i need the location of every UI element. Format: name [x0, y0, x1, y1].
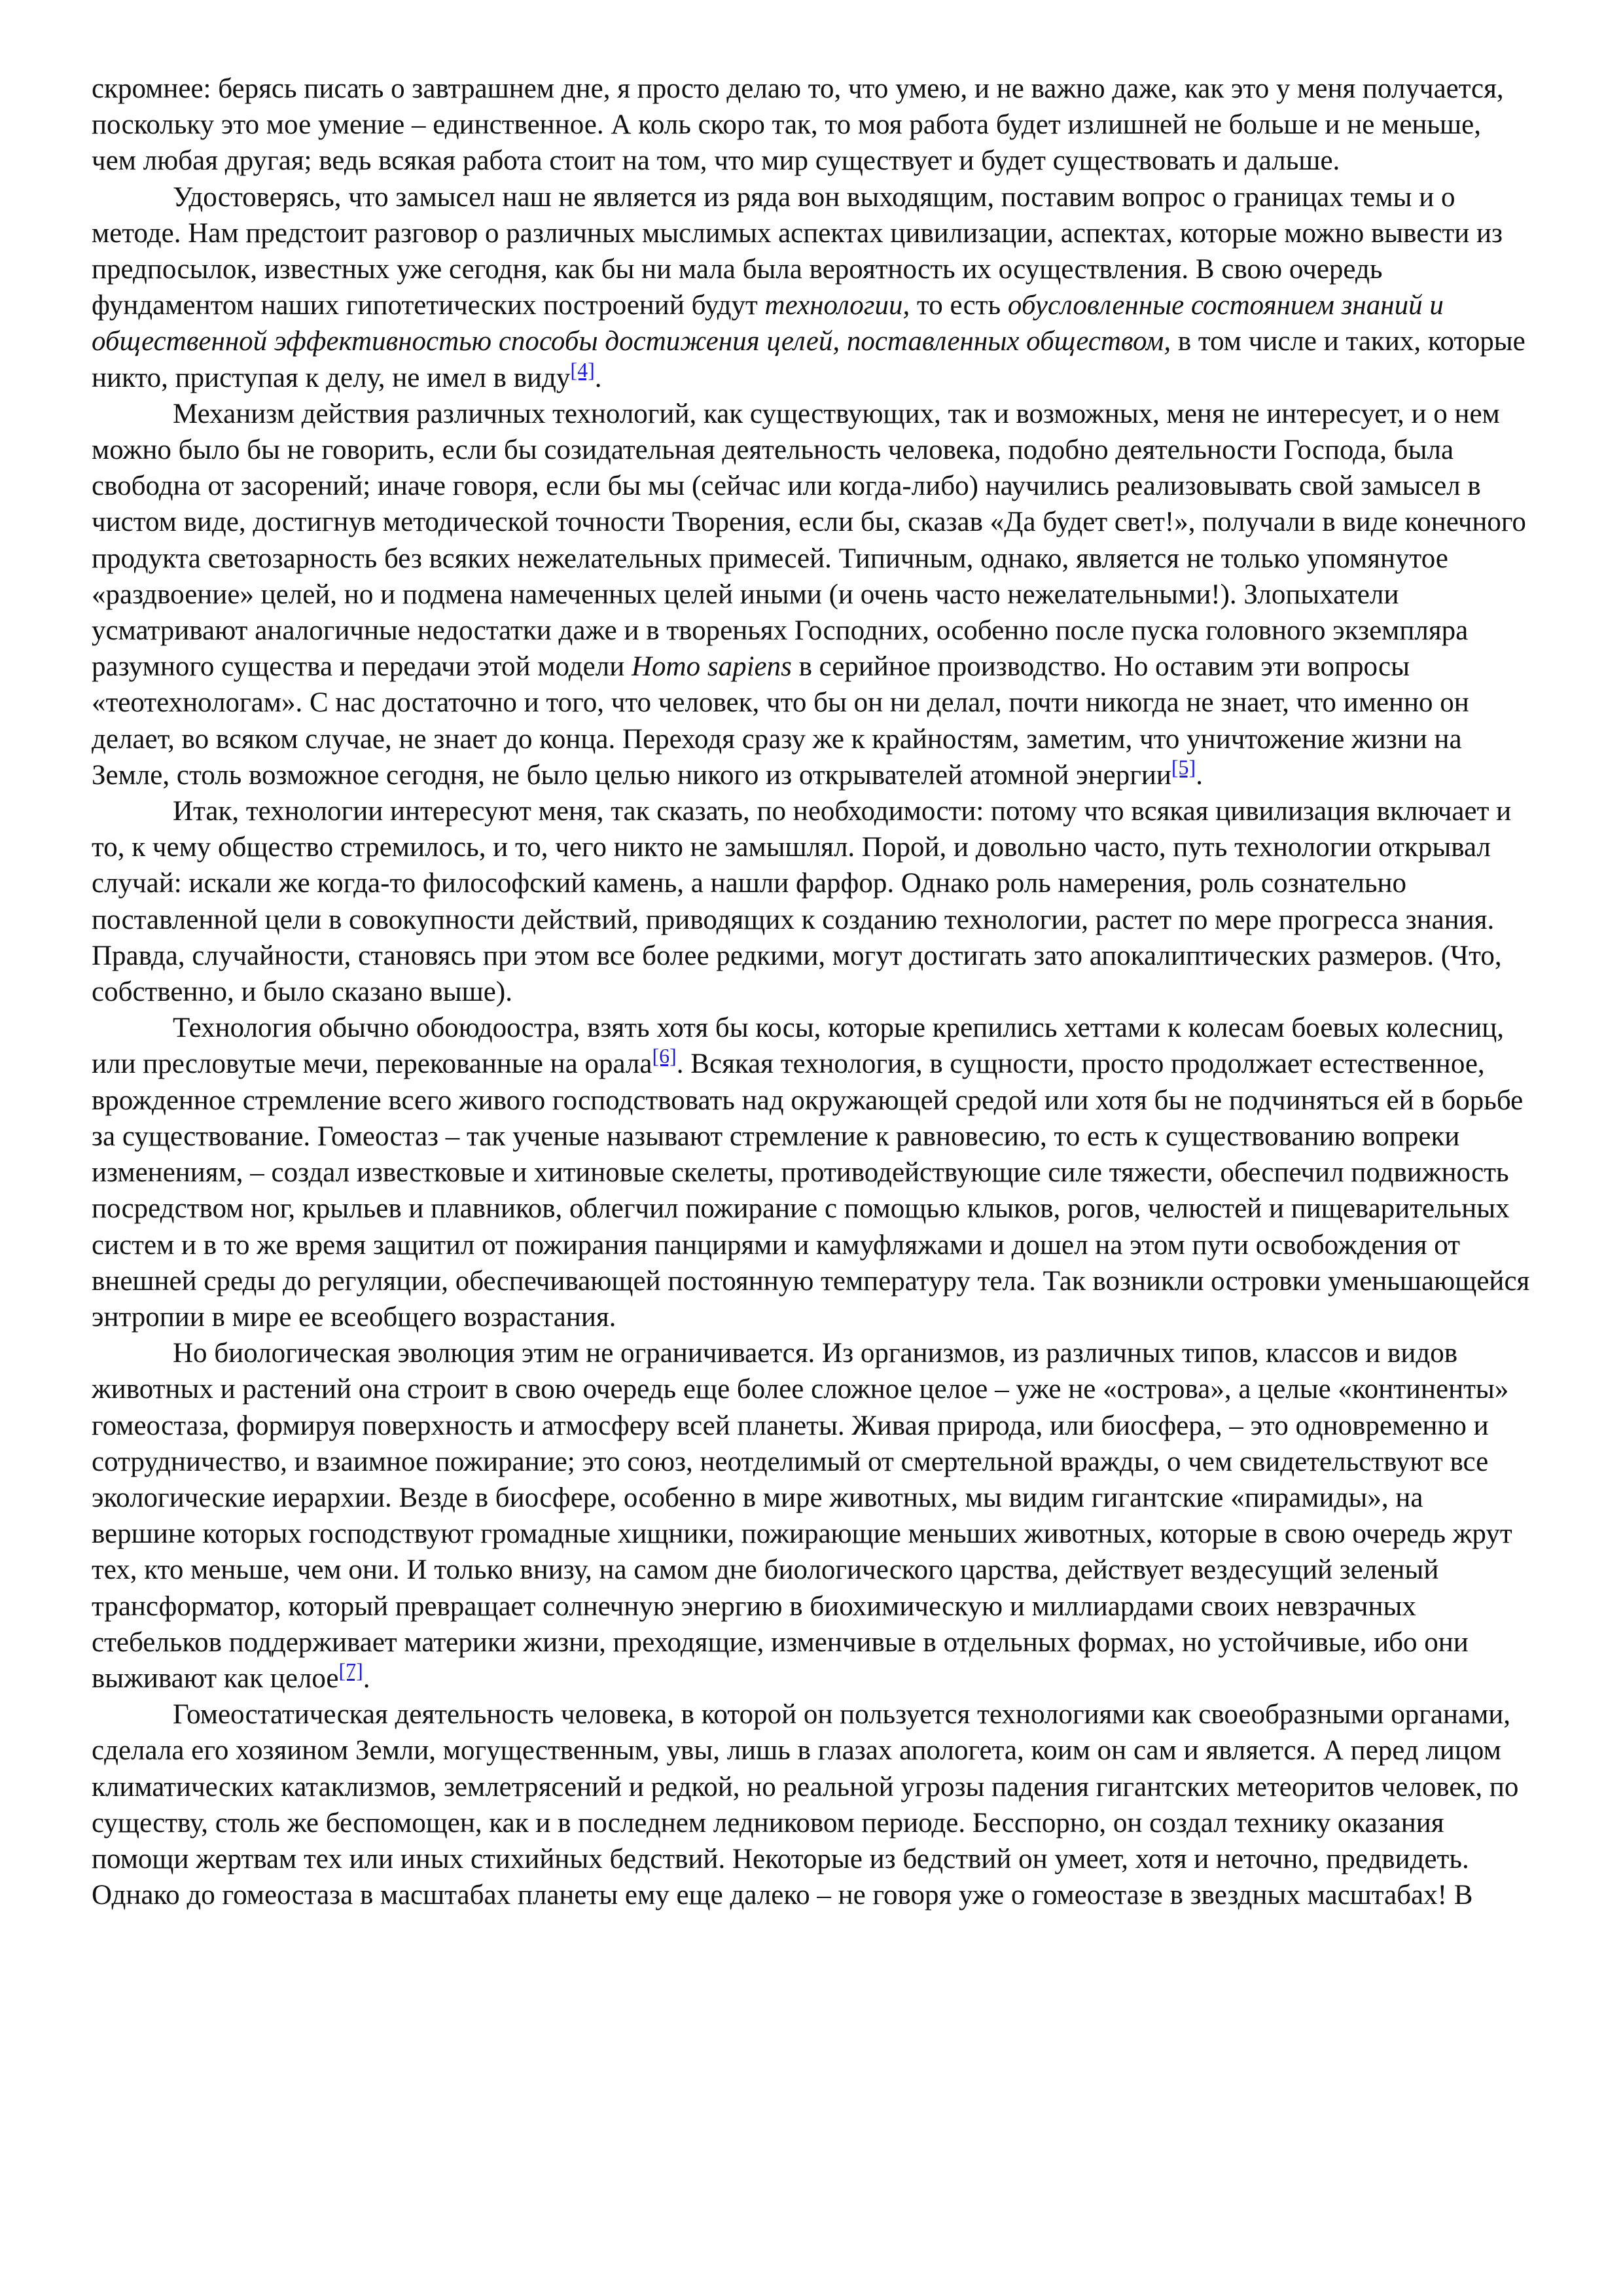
- paragraph: [92, 793, 1531, 1010]
- text-run: Механизм действия различных технологий, как существующих, так и возможных, меня не интересует, и о нем можно было бы не говорить, если бы созидательная деятельность человека, подобно деятельности Господа, была свободна от засорений; иначе говоря, если бы мы (сейчас или когда-либо) научились реализовывать свой замысел в чистом виде, достигнув методической точности Творения, если бы, сказав «Да будет свет!», получали в виде конечного продукта светозарность без всяких нежелательных примесей. Типичным, однако, является не только упомянутое «раздвоение» целей, но и подмена намеченных целей иными (и очень часто нежелательными!). Злопыхатели усматривают аналогичные недостатки даже и в твореньях Господних, особенно после пуска головного экземпляра разумного существа и передачи этой модели: [92, 398, 1526, 683]
- footnote-link[interactable]: [5]: [1171, 755, 1196, 779]
- text-run: скромнее: берясь писать о завтрашнем дне, я просто делаю то, что умею, и не важно даже, как это у меня получается, поскольку это мое умение – единственное. А коль скоро так, то моя работа будет излишней не больше и не меньше, чем любая другая; ведь всякая работа стоит на том, что мир существует и будет существовать и дальше.: [92, 73, 1504, 177]
- text-run: . Всякая технология, в сущности, просто продолжает естественное, врожденное стремление всего живого господствовать над окружающей средой или хотя бы не подчиняться ей в борьбе за существование. Гомеостаз – так ученые называют стремление к равновесию, то есть к существованию вопреки изменениям, – создал известковые и хитиновые скелеты, противодействующие силе тяжести, обеспечил подвижность посредством ног, крыльев и плавников, облегчил пожирание с помощью клыков, рогов, челюстей и пищеварительных систем и в то же время защитил от пожирания панцирями и камуфляжами и дошел на этом пути освобождения от внешней среды до регуляции, обеспечивающей постоянную температуру тела. Так возникли островки уменьшающейся энтропии в мире ее всеобщего возрастания.: [92, 1049, 1530, 1333]
- paragraph: [92, 71, 1531, 179]
- document-page: [92, 71, 1531, 1913]
- footnote-link[interactable]: [6]: [652, 1044, 677, 1068]
- text-run: .: [594, 362, 602, 393]
- text-run: Гомеостатическая деятельность человека, в которой он пользуется технологиями как своеобразными органами, сделала его хозяином Земли, могущественным, увы, лишь в глазах апологета, коим он сам и является. А перед лицом климатических катаклизмов, землетрясений и редкой, но реальной угрозы падения гигантских метеоритов человек, по существу, столь же беспомощен, как и в последнем ледниковом периоде. Бесспорно, он создал технику оказания помощи жертвам тех или иных стихийных бедствий. Некоторые из бедствий он умеет, хотя и неточно, предвидеть. Однако до гомеостаза в масштабах планеты ему еще далеко – не говоря уже о гомеостазе в звездных масштабах! В: [92, 1699, 1519, 1911]
- text-run: Удостоверясь, что замысел наш не является из ряда вон выходящим, поставим вопрос о границах темы и о методе. Нам предстоит разговор о различных мыслимых аспектах цивилизации, аспектах, которые можно вывести из предпосылок, известных уже сегодня, как бы ни мала была вероятность их осуществления. В свою очередь фундаментом наших гипотетических построений будут: [92, 181, 1503, 321]
- text-run: Но биологическая эволюция этим не ограничивается. Из организмов, из различных типов, классов и видов животных и растений она строит в свою очередь еще более сложное целое – уже не «острова», а целые «континенты» гомеостаза, формируя поверхность и атмосферу всей планеты. Живая природа, или биосфера, – это одновременно и сотрудничество, и взаимное пожирание; это союз, неотделимый от смертельной вражды, о чем свидетельствуют все экологические иерархии. Везде в биосфере, особенно в мире животных, мы видим гигантские «пирамиды», на вершине которых господствуют громадные хищники, пожирающие меньших животных, которые в свою очередь жрут тех, кто меньше, чем они. И только внизу, на самом дне биологического царства, действует вездесущий зеленый трансформатор, который превращает солнечную энергию в биохимическую и миллиардами своих невзрачных стебельков поддерживает материки жизни, преходящие, изменчивые в отдельных формах, но устойчивые, ибо они выживают как целое: [92, 1338, 1512, 1694]
- paragraph: [92, 1010, 1531, 1335]
- text-run: в серийное производство. Но оставим эти вопросы «теотехнологам». С нас достаточно и того, что человек, что бы он ни делал, почти никогда не знает, что именно он делает, во всяком случае, не знает до конца. Переходя сразу же к крайностям, заметим, что уничтожение жизни на Земле, столь возможное сегодня, не было целью никого из открывателей атомной энергии: [92, 651, 1469, 791]
- paragraph: [92, 396, 1531, 793]
- paragraph: [92, 1696, 1531, 1913]
- footnote-link[interactable]: [4]: [570, 357, 595, 382]
- footnote-link[interactable]: [7]: [338, 1658, 363, 1682]
- italic-text: технологии,: [764, 290, 910, 321]
- italic-text: Homo sapiens: [631, 651, 792, 683]
- italic-text: обусловленные состоянием знаний и общественной эффективностью способы достижения целей, поставленных обществом,: [92, 290, 1444, 357]
- paragraph: [92, 1335, 1531, 1696]
- text-run: то есть: [910, 290, 1008, 321]
- text-run: Технология обычно обоюдоостра, взять хотя бы косы, которые крепились хеттами к колесам боевых колесниц, или пресловутые мечи, перекованные на орала: [92, 1013, 1504, 1080]
- text-run: Итак, технологии интересуют меня, так сказать, по необходимости: потому что всякая цивилизация включает и то, к чему общество стремилось, и то, чего никто не замышлял. Порой, и довольно часто, путь технологии открывал случай: искали же когда-то философский камень, а нашли фарфор. Однако роль намерения, роль сознательно поставленной цели в совокупности действий, приводящих к созданию технологии, растет по мере прогресса знания. Правда, случайности, становясь при этом все более редкими, могут достигать зато апокалиптических размеров. (Что, собственно, и было сказано выше).: [92, 796, 1512, 1008]
- text-run: в том числе и таких, которые никто, приступая к делу, не имел в виду: [92, 326, 1525, 393]
- text-run: .: [1196, 759, 1203, 791]
- text-run: .: [363, 1662, 370, 1694]
- paragraph: [92, 179, 1531, 396]
